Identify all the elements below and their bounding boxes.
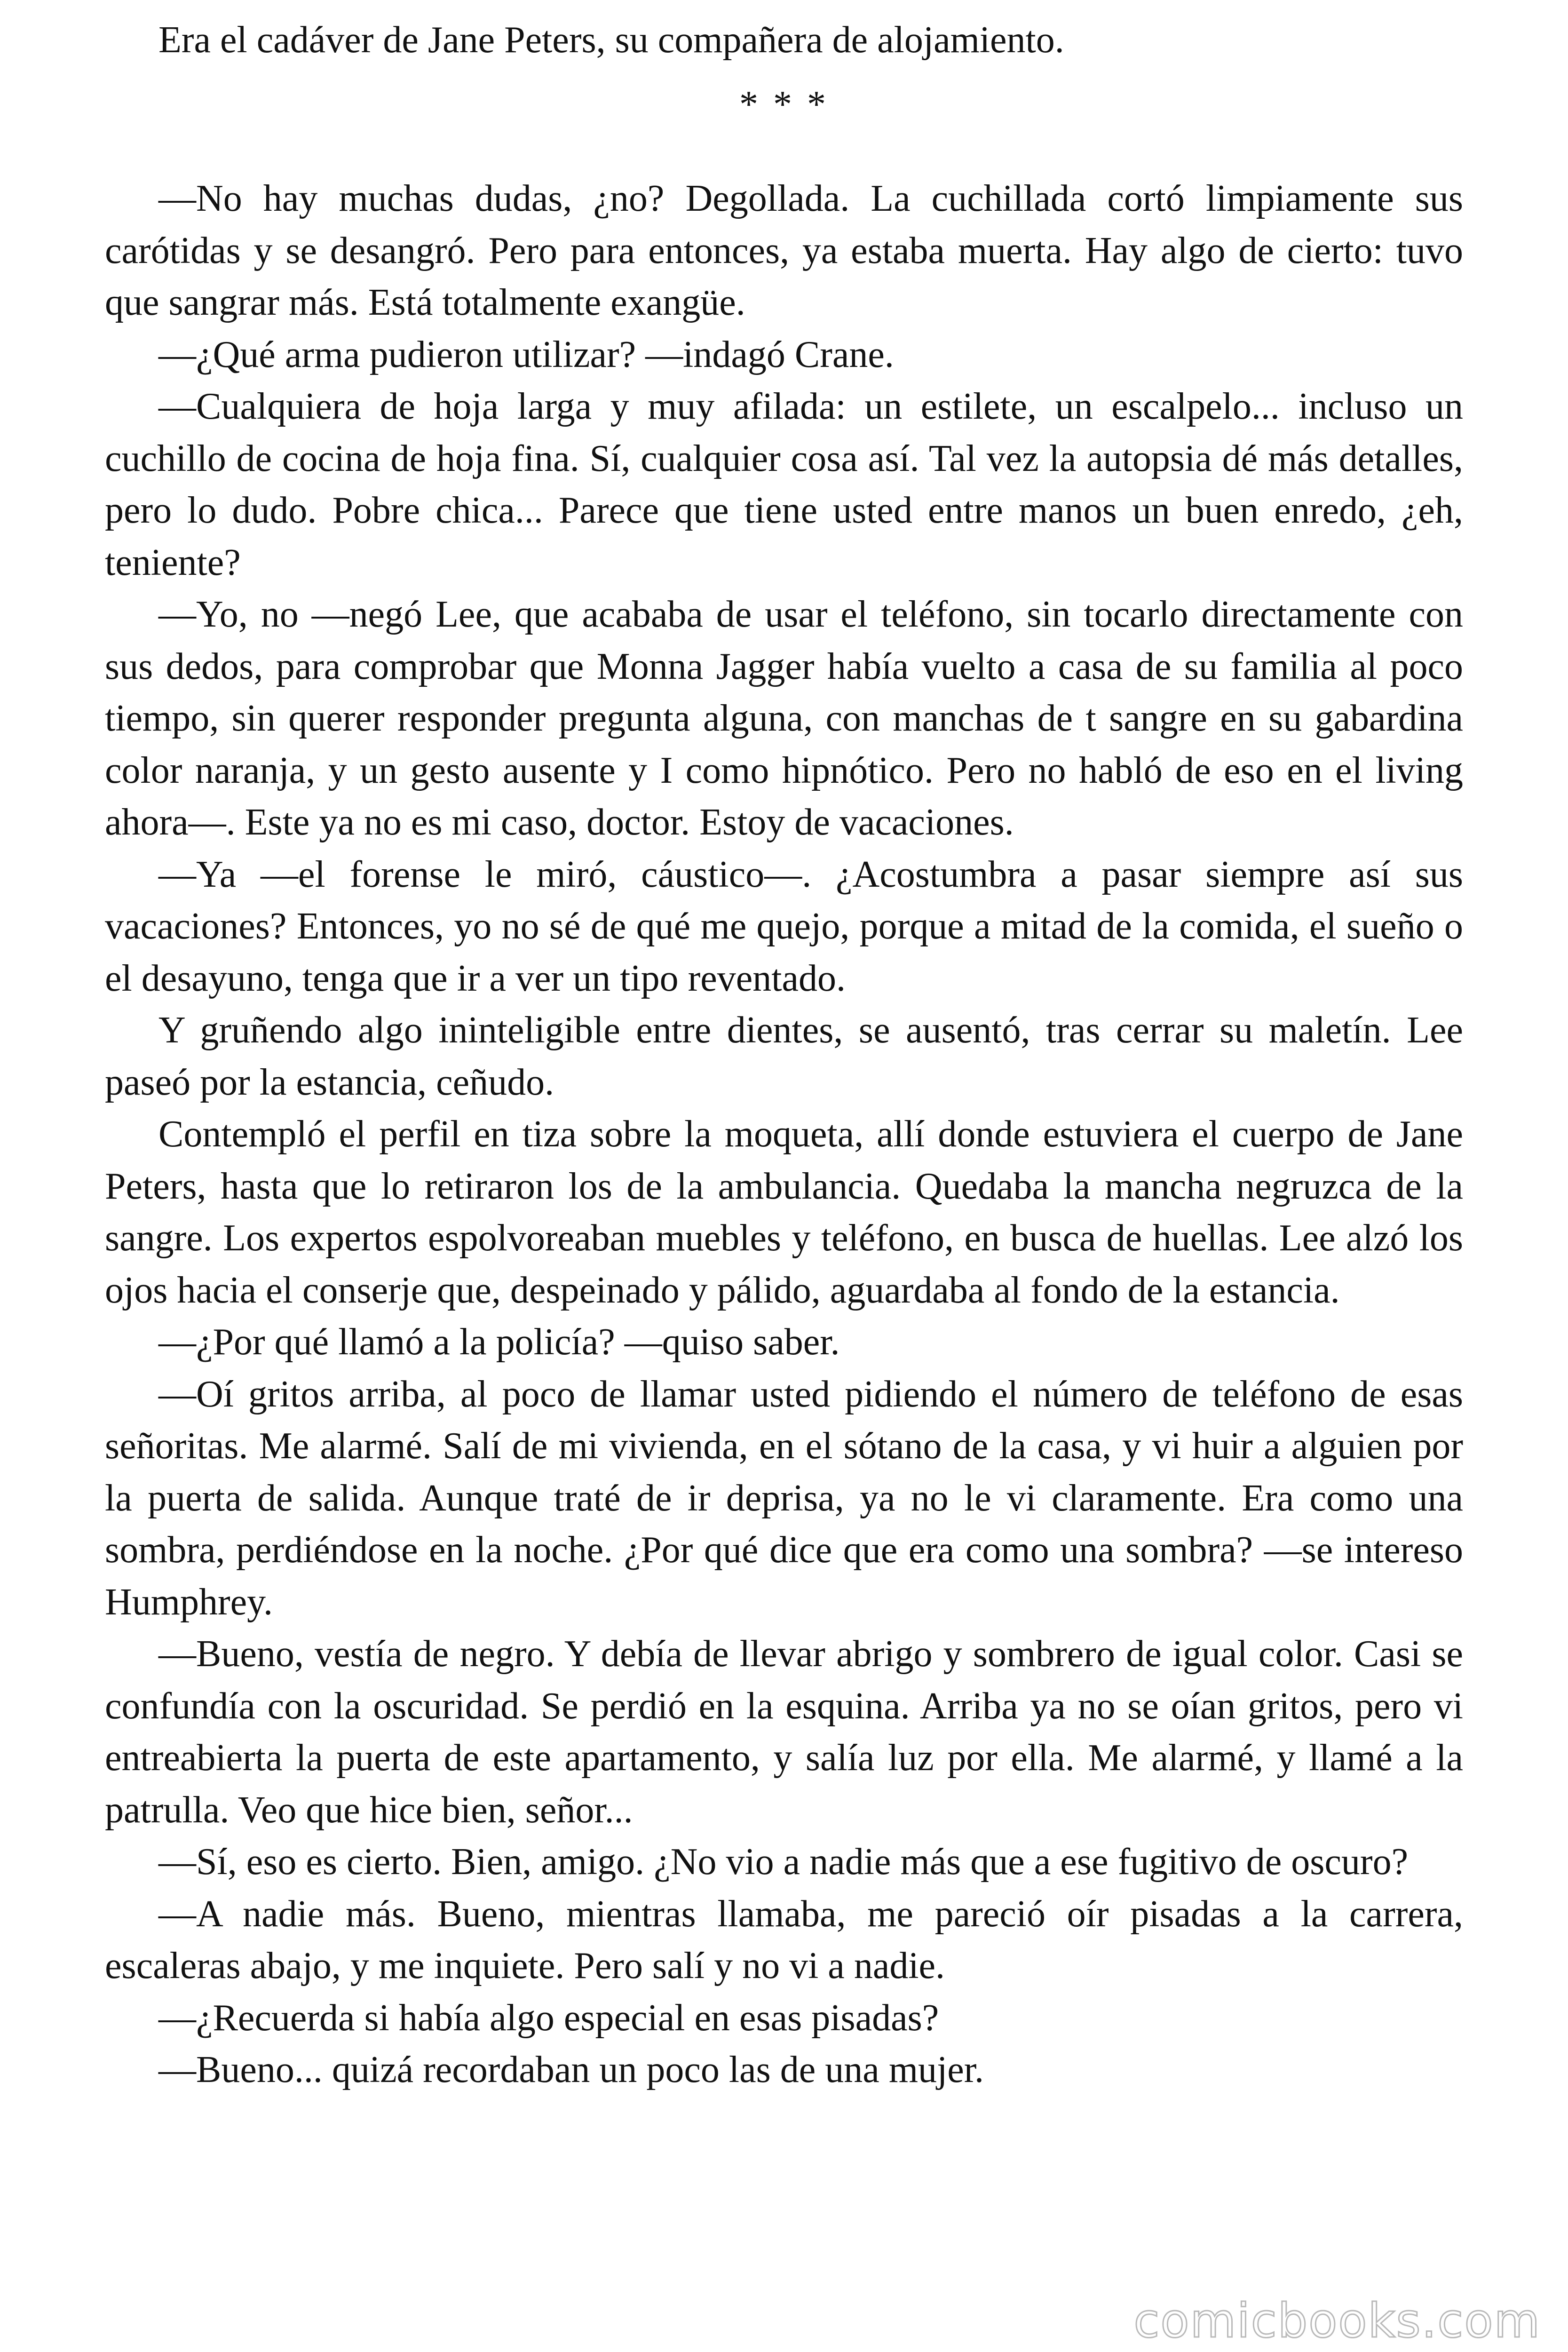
paragraph: —¿Qué arma pudieron utilizar? —indagó Crane. — [158, 334, 894, 375]
paragraph: —Cualquiera de hoja larga y muy afilada: un estilete, un escalpelo... incluso un cuchillo de cocina de hoja fina. Sí, cualquier cosa así. Tal vez la autopsia dé más detalles, pero lo dudo. Pobre chica... Parece que tiene usted entre manos un buen enredo, ¿eh, teniente? — [105, 386, 1463, 583]
paragraph: —Bueno... quizá recordaban un poco las de una mujer. — [158, 2049, 984, 2090]
opening-line: Era el cadáver de Jane Peters, su compañera de alojamiento. — [158, 19, 1064, 61]
section-separator: * * * — [739, 83, 829, 125]
paragraph: —A nadie más. Bueno, mientras llamaba, me pareció oír pisadas a la carrera, escaleras abajo, y me inquiete. Pero salí y no vi a nadie. — [105, 1893, 1463, 1986]
paragraph: —¿Por qué llamó a la policía? —quiso saber. — [158, 1321, 840, 1363]
paragraph: Y gruñendo algo ininteligible entre dientes, se ausentó, tras cerrar su maletín. Lee paseó por la estancia, ceñudo. — [105, 1009, 1463, 1103]
watermark-logo: comicbooks.com — [1133, 2293, 1541, 2348]
paragraph: —Yo, no —negó Lee, que acababa de usar el teléfono, sin tocarlo directamente con sus dedos, para comprobar que Monna Jagger había vuelto a casa de su familia al poco tiempo, sin querer responder pregunta alguna, con manchas de t sangre en su gabardina color naranja, y un gesto ausente y I como hipnótico. Pero no habló de eso en el living ahora—. Este ya no es mi caso, doctor. Estoy de vacaciones. — [105, 594, 1463, 843]
paragraph: —Sí, eso es cierto. Bien, amigo. ¿No vio a nadie más que a ese fugitivo de oscuro? — [158, 1841, 1409, 1883]
paragraph: —¿Recuerda si había algo especial en esas pisadas? — [158, 1997, 939, 2039]
paragraph: —Bueno, vestía de negro. Y debía de llevar abrigo y sombrero de igual color. Casi se confundía con la oscuridad. Se perdió en la esquina. Arriba ya no se oían gritos, pero vi entreabierta la puerta de este apartamento, y salía luz por ella. Me alarmé, y llamé a la patrulla. Veo que hice bien, señor... — [105, 1633, 1463, 1831]
paragraph: —No hay muchas dudas, ¿no? Degollada. La cuchillada cortó limpiamente sus carótidas y se desangró. Pero para entonces, ya estaba muerta. Hay algo de cierto: tuvo que sangrar más. Está totalmente exangüe. — [105, 178, 1463, 323]
book-page — [105, 14, 1463, 2096]
paragraph: Contempló el perfil en tiza sobre la moqueta, allí donde estuviera el cuerpo de Jane Peters, hasta que lo retiraron los de la ambulancia. Quedaba la mancha negruzca de la sangre. Los expertos espolvoreaban muebles y teléfono, en busca de huellas. Lee alzó los ojos hacia el conserje que, despeinado y pálido, aguardaba al fondo de la estancia. — [105, 1113, 1463, 1311]
paragraph: —Oí gritos arriba, al poco de llamar usted pidiendo el número de teléfono de esas señoritas. Me alarmé. Salí de mi vivienda, en el sótano de la casa, y vi huir a alguien por la puerta de salida. Aunque traté de ir deprisa, ya no le vi claramente. Era como una sombra, perdiéndose en la noche. ¿Por qué dice que era como una sombra? —se intereso Humphrey. — [105, 1373, 1463, 1623]
paragraph: —Ya —el forense le miró, cáustico—. ¿Acostumbra a pasar siempre así sus vacaciones? Entonces, yo no sé de qué me quejo, porque a mitad de la comida, el sueño o el desayuno, tenga que ir a ver un tipo reventado. — [105, 853, 1463, 999]
